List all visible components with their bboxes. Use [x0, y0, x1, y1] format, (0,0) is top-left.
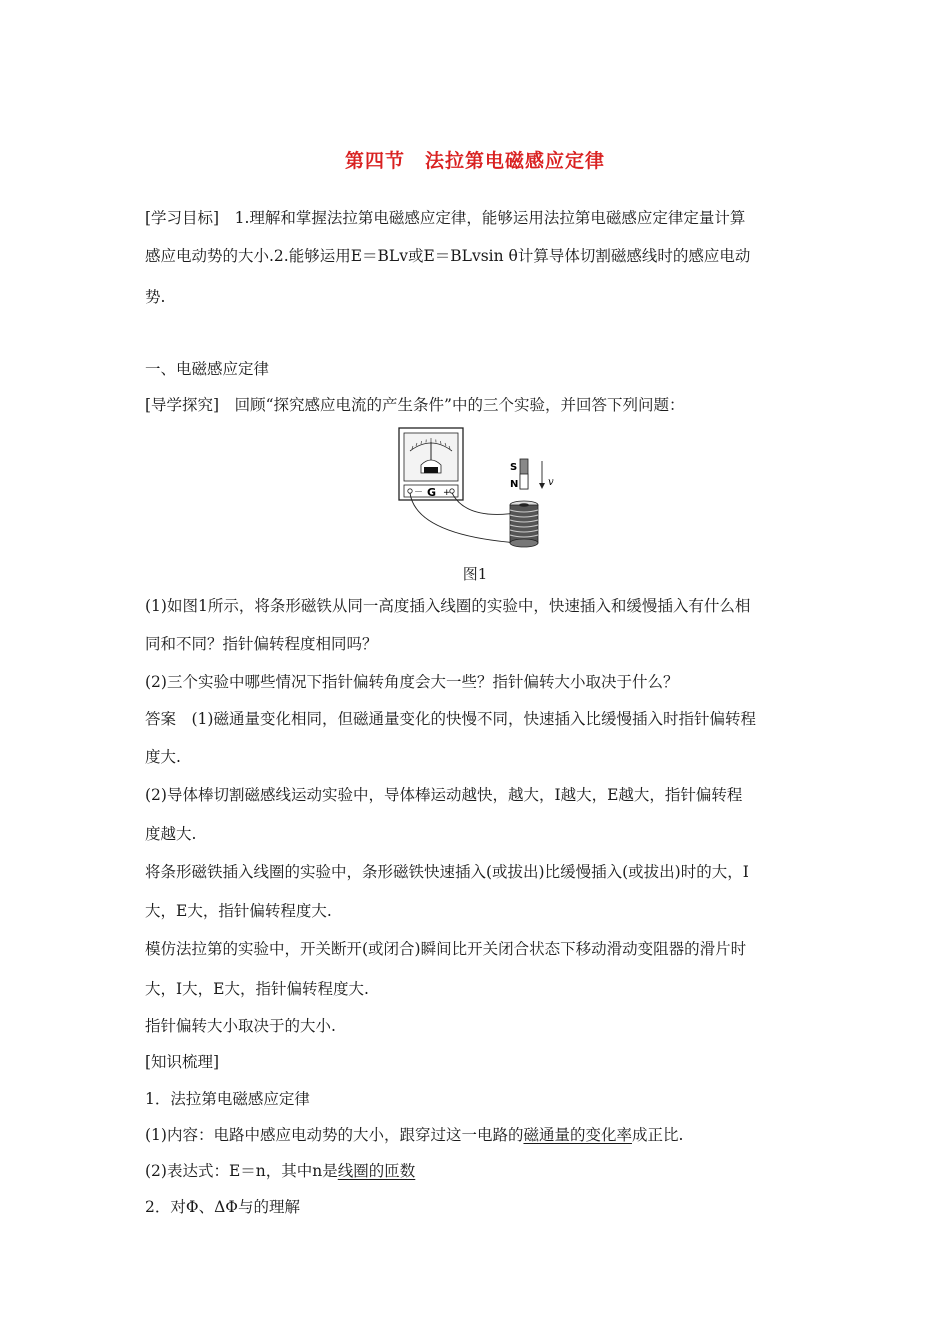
experiment-figure: [396, 425, 556, 555]
objectives-line-3: 势.: [145, 288, 166, 306]
magnet-n-label: N: [510, 479, 519, 490]
coil: [510, 501, 538, 547]
section-heading: 一、电磁感应定律: [145, 360, 270, 378]
question-2: (2)三个实验中哪些情况下指针偏转角度会大一些？指针偏转大小取决于什么？: [145, 673, 679, 691]
answer-2-line-2: 度越大.: [145, 825, 197, 843]
question-1-line-1: (1)如图1所示，将条形磁铁从同一高度插入线圈的实验中，快速插入和缓慢插入有什么相: [145, 597, 751, 615]
law-content-suffix: 成正比.: [631, 1126, 684, 1144]
velocity-label: v: [548, 477, 554, 488]
minus-label: －: [414, 488, 424, 498]
question-1-line-2: 同和不同？指针偏转程度相同吗？: [145, 635, 378, 653]
page-title: 第四节 法拉第电磁感应定律: [344, 150, 605, 172]
answer-2-line-1: (2)导体棒切割磁感线运动实验中，导体棒运动越快，越大，I越大，E越大，指针偏转程: [145, 786, 743, 804]
knowledge-item-2: 2．对Φ、ΔΦ与的理解: [145, 1198, 300, 1216]
objectives-line-1: [学习目标] 1.理解和掌握法拉第电磁感应定律，能够运用法拉第电磁感应定律定量计算: [145, 209, 746, 227]
terminal-minus: [408, 489, 412, 493]
magnet-s-label: S: [510, 462, 518, 473]
answer-4-line-1: 模仿法拉第的实验中，开关断开(或闭合)瞬间比开关闭合状态下移动滑动变阻器的滑片时: [145, 940, 747, 958]
law-content-underlined: 磁通量的变化率: [523, 1126, 632, 1144]
answer-4-line-2: 大，I大，E大，指针偏转程度大.: [145, 980, 369, 998]
plus-label: +: [443, 488, 451, 498]
law-content-prefix: (1)内容：电路中感应电动势的大小，跟穿过这一电路的: [145, 1126, 524, 1144]
knowledge-heading: [知识梳理]: [145, 1053, 220, 1071]
answer-1-line-2: 度大.: [145, 748, 181, 766]
knowledge-item-1: 1．法拉第电磁感应定律: [145, 1090, 310, 1108]
guide-explore: [导学探究] 回顾“探究感应电流的产生条件”中的三个实验，并回答下列问题：: [145, 396, 685, 414]
answer-3-line-2: 大，E大，指针偏转程度大.: [145, 902, 332, 920]
law-expression-underlined: 线圈的匝数: [337, 1162, 416, 1180]
velocity-arrowhead: [539, 483, 545, 489]
figure-caption: 图1: [462, 565, 488, 583]
answer-5: 指针偏转大小取决于的大小.: [145, 1017, 336, 1035]
answer-1-line-1: 答案 (1)磁通量变化相同，但磁通量变化的快慢不同，快速插入比缓慢插入时指针偏转程: [145, 710, 756, 728]
magnet-block: [424, 467, 438, 473]
law-expression-prefix: (2)表达式：E＝n，其中n是: [145, 1162, 338, 1180]
law-expression: [145, 1161, 815, 1181]
bar-magnet-n-end: [520, 474, 528, 489]
answer-3-line-1: 将条形磁铁插入线圈的实验中，条形磁铁快速插入(或拔出)比缓慢插入(或拔出)时的大，I: [145, 863, 749, 881]
objectives-line-2: 感应电动势的大小.2.能够运用E＝BLv或E＝BLvsin θ计算导体切割磁感线时的感应电动: [145, 247, 751, 265]
law-content: [145, 1125, 815, 1145]
galvanometer-label: G: [427, 486, 437, 499]
